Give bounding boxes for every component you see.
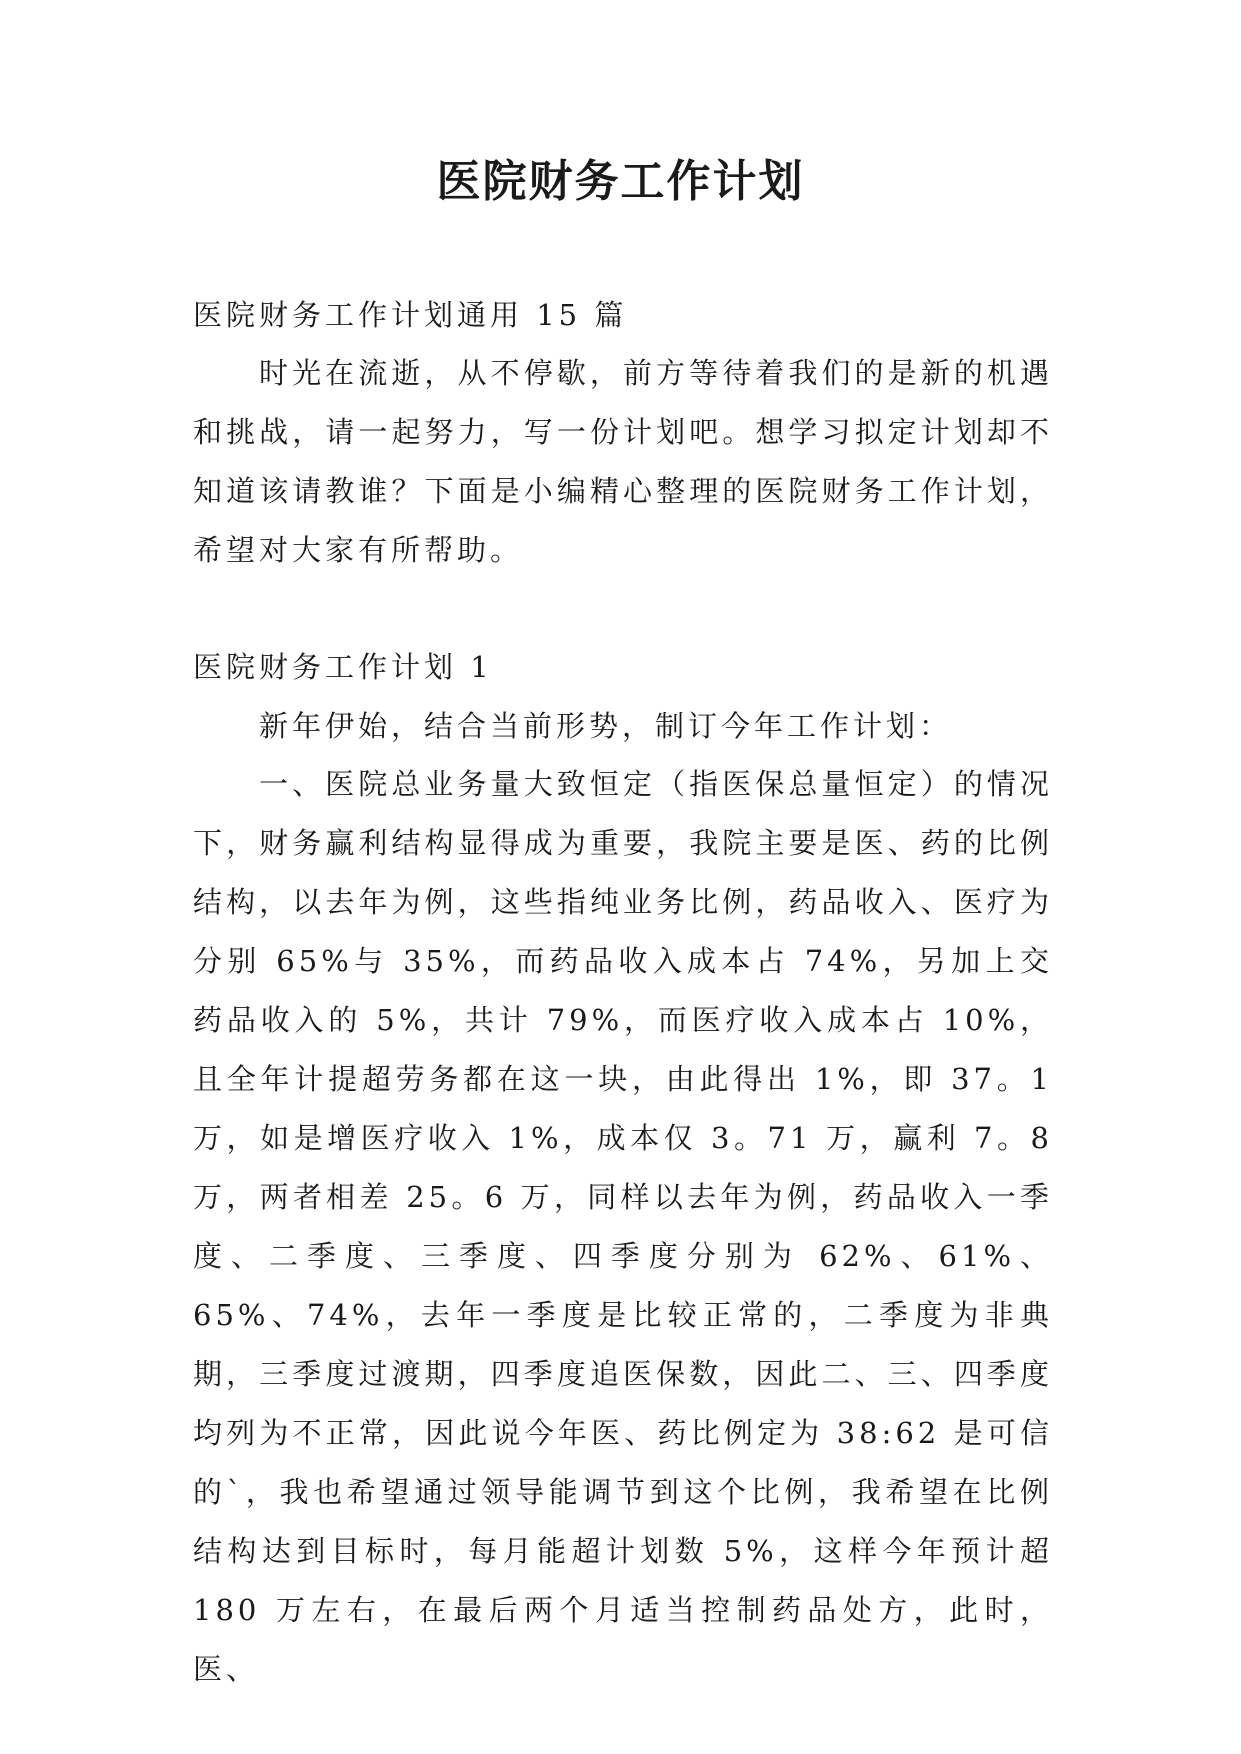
section-paragraph: 新年伊始，结合当前形势，制订今年工作计划：: [259, 709, 953, 743]
document-title: 医院财务工作计划: [436, 156, 805, 207]
intro-paragraph: 时光在流逝，从不停歇，前方等待着我们的是新的机遇和挑战，请一起努力，写一份计划吧。想学习拟定计划却不知道该请教谁？下面是小编精心整理的医院财务工作计划，希望对大家有所帮助。: [193, 356, 1053, 567]
section-heading: 医院财务工作计划 1: [193, 650, 493, 684]
document-subtitle: 医院财务工作计划通用 15 篇: [193, 298, 628, 332]
section-paragraph: 一、医院总业务量大致恒定（指医保总量恒定）的情况下，财务赢利结构显得成为重要，我院主要是医、药的比例结构，以去年为例，这些指纯业务比例，药品收入、医疗为分别 65%与 35%，而药品收入成本占 74%，另加上交药品收入的 5%，共计 79%，而医疗收入成本占 10%，且全年计提超劳务都在这一块，由此得出 1%，即 37。1 万，如是增医疗收入 1%，成本仅 3。71 万，赢利 7。8 万，两者相差 25。6 万，同样以去年为例，药品收入一季度、二季度、三季度、四季度分别为 62%、61%、65%、74%，去年一季度是比较正常的，二季度为非典期，三季度过渡期，四季度追医保数，因此二、三、四季度均列为不正常，因此说今年医、药比例定为 38:62 是可信的`，我也希望通过领导能调节到这个比例，我希望在比例结构达到目标时，每月能超计划数 5%，这样今年预计超 180 万左右，在最后两个月适当控制药品处方，此时，医、: [193, 767, 1053, 1686]
